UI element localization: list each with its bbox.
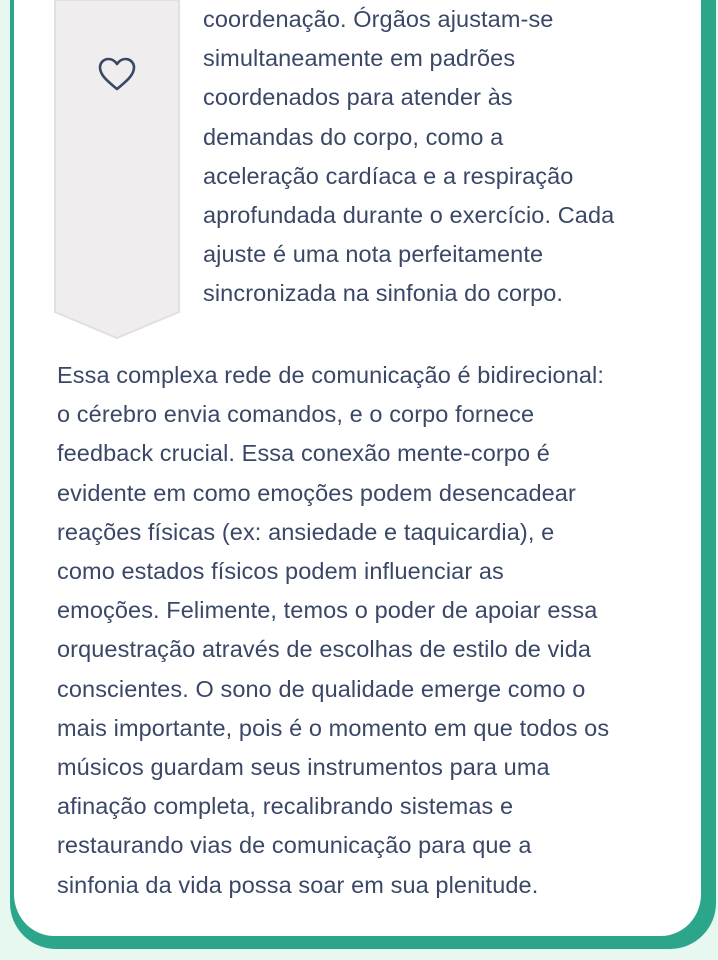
heart-icon[interactable] [96,55,138,93]
text-line: o cérebro envia comandos, e o corpo fornece [57,401,535,428]
text-line: mais importante, pois é o momento em que todos os [57,714,610,741]
text-line: sinfonia da vida possa soar em sua plenitude. [57,871,539,898]
text-line: aceleração cardíaca e a respiração [203,162,574,189]
text-line: como estados físicos podem influenciar as [57,558,504,585]
text-line: aprofundada durante o exercício. Cada [203,202,615,229]
text-line: reações físicas (ex: ansiedade e taquicardia), e [57,518,555,545]
text-line: coordenados para atender às [203,84,513,111]
paragraph-top [203,0,614,314]
text-line: restaurando vias de comunicação para que a [57,832,532,859]
text-line: demandas do corpo, como a [203,123,504,150]
bookmark-banner [54,0,180,340]
text-line: feedback crucial. Essa conexão mente-corpo é [57,440,550,467]
text-line: emoções. Felimente, temos o poder de apoiar essa [57,597,598,624]
text-line: Essa complexa rede de comunicação é bidirecional: [57,362,605,388]
text-line: evidente em como emoções podem desencadear [57,479,576,506]
text-line: coordenação. Órgãos ajustam-se [203,6,554,32]
text-line: orquestração através de escolhas de estilo de vida [57,636,592,663]
text-line: afinação completa, recalibrando sistemas e [57,793,514,820]
text-line: ajuste é uma nota perfeitamente [203,241,544,268]
paragraph-bottom [57,356,609,905]
text-line: sincronizada na sinfonia do corpo. [203,280,564,307]
text-line: conscientes. O sono de qualidade emerge como o [57,675,586,702]
text-line: músicos guardam seus instrumentos para uma [57,754,550,781]
text-line: simultaneamente em padrões [203,45,516,72]
